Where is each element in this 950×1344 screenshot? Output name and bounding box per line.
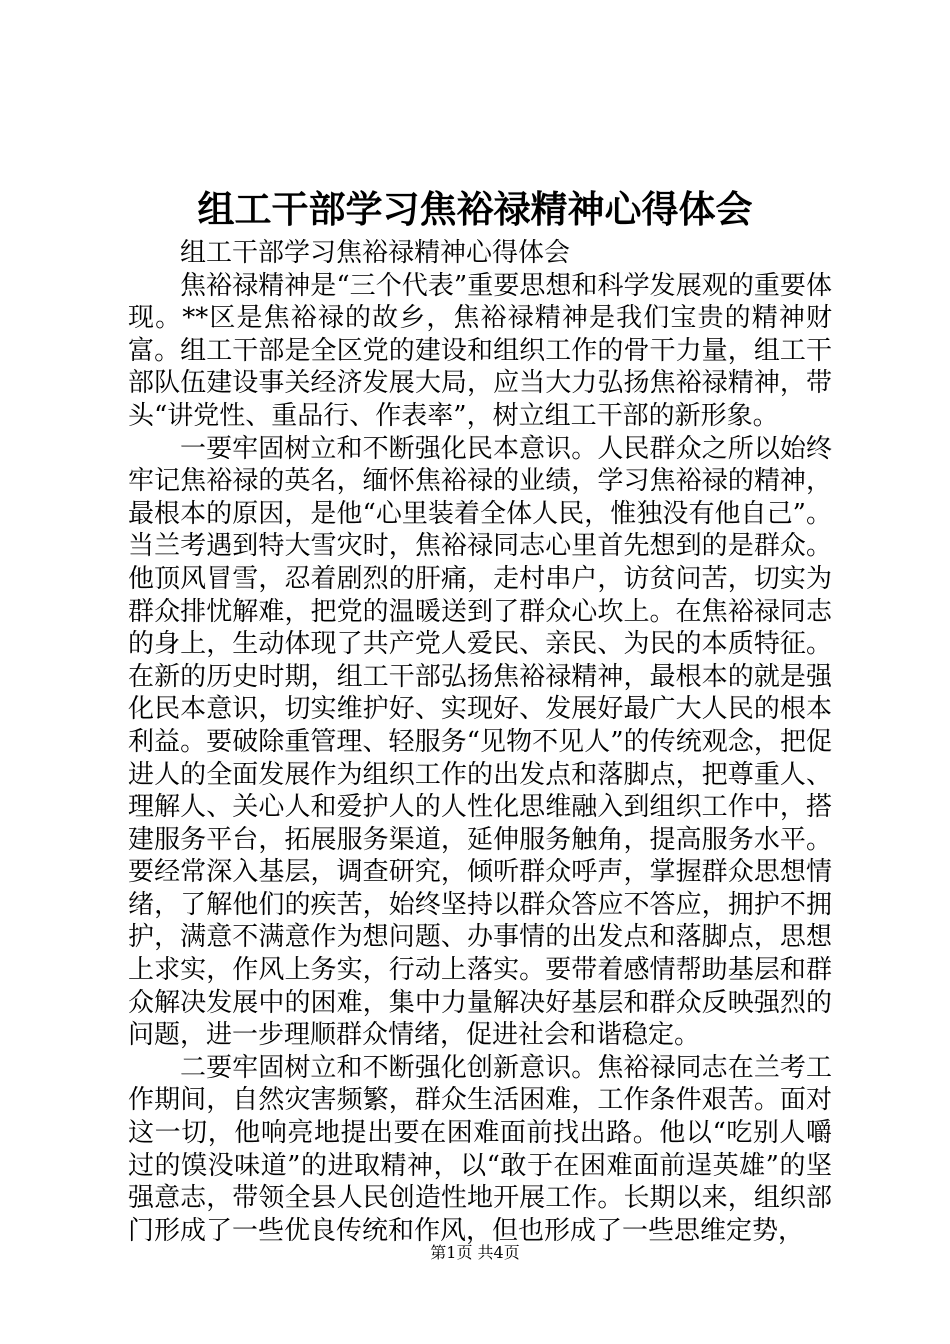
subtitle-paragraph: 组工干部学习焦裕禄精神心得体会 (180, 238, 571, 268)
document-body (128, 237, 832, 1247)
document-title: 组工干部学习焦裕禄精神心得体会 (197, 187, 753, 231)
intro-paragraph: 焦裕禄精神是“三个代表”重要思想和科学发展观的重要体现。**区是焦裕禄的故乡，焦裕禄精神是我们宝贵的精神财富。组工干部是全区党的建设和组织工作的骨干力量，组工干部队伍建设事关经济发展大局，应当大力弘扬焦裕禄精神，带头“讲党性、重品行、作表率”，树立组工干部的新形象。 (128, 270, 832, 431)
section-two-paragraph: 二要牢固树立和不断强化创新意识。焦裕禄同志在兰考工作期间，自然灾害频繁，群众生活困难，工作条件艰苦。面对这一切，他响亮地提出要在困难面前找出路。他以“吃别人嚼过的馍没味道”的进取精神，以“敢于在困难面前逞英雄”的坚强意志，带领全县人民创造性地开展工作。长期以来，组织部门形成了一些优良传统和作风，但也形成了一些思维定势， (128, 1052, 832, 1246)
page-footer: 第1页 共4页 (430, 1243, 520, 1262)
section-one-paragraph: 一要牢固树立和不断强化民本意识。人民群众之所以始终牢记焦裕禄的英名，缅怀焦裕禄的业绩，学习焦裕禄的精神，最根本的原因，是他“心里装着全体人民，惟独没有他自己”。当兰考遇到特大雪灾时，焦裕禄同志心里首先想到的是群众。他顶风冒雪，忍着剧烈的肝痛，走村串户，访贫问苦，切实为群众排忧解难，把党的温暖送到了群众心坎上。在焦裕禄同志的身上，生动体现了共产党人爱民、亲民、为民的本质特征。在新的历史时期，组工干部弘扬焦裕禄精神，最根本的就是强化民本意识，切实维护好、实现好、发展好最广大人民的根本利益。要破除重管理、轻服务“见物不见人”的传统观念，把促进人的全面发展作为组织工作的出发点和落脚点，把尊重人、理解人、关心人和爱护人的人性化思维融入到组织工作中，搭建服务平台，拓展服务渠道，延伸服务触角，提高服务水平。要经常深入基层，调查研究，倾听群众呼声，掌握群众思想情绪，了解他们的疾苦，始终坚持以群众答应不答应，拥护不拥护，满意不满意作为想问题、办事情的出发点和落脚点，思想上求实，作风上务实，行动上落实。要带着感情帮助基层和群众解决发展中的困难，集中力量解决好基层和群众反映强烈的问题，进一步理顺群众情绪，促进社会和谐稳定。 (128, 433, 832, 1051)
